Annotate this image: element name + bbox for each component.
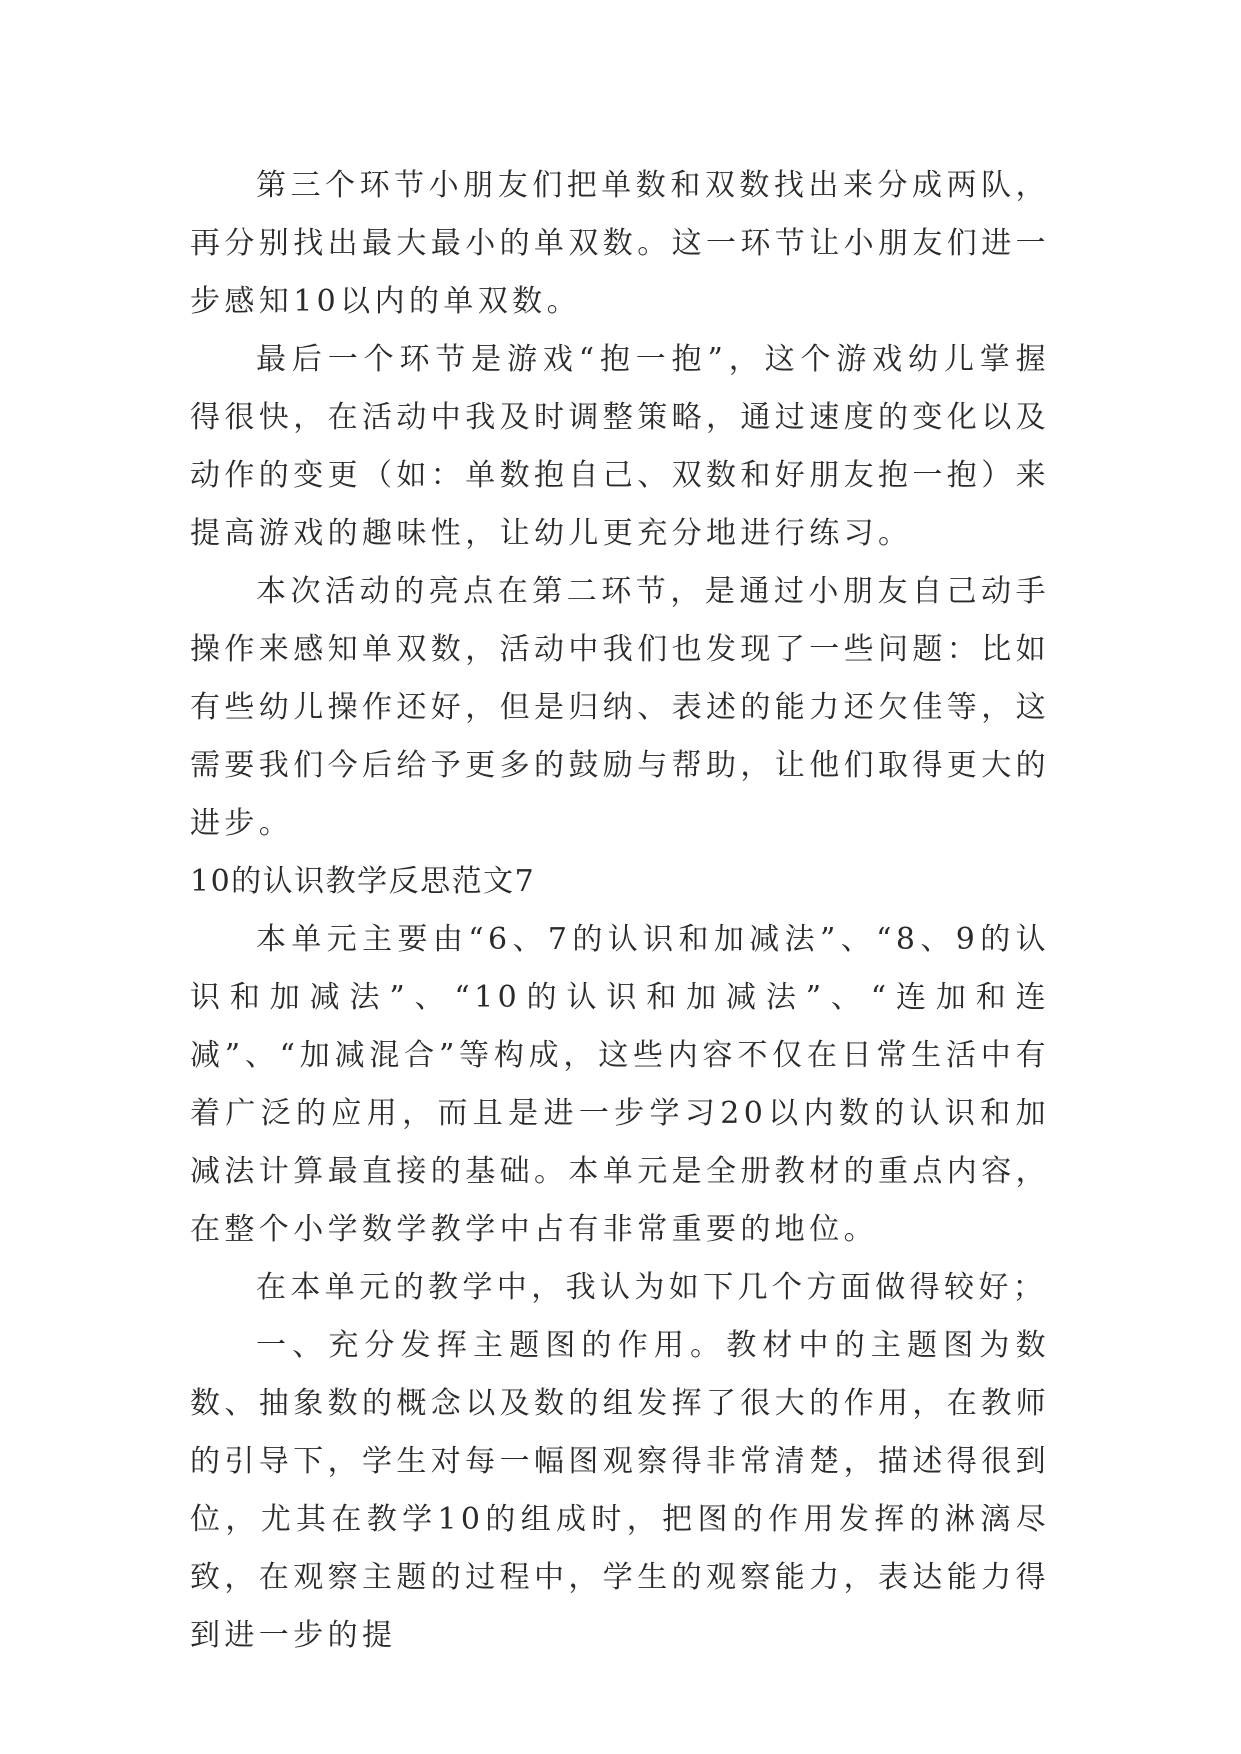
paragraph-last-step: 最后一个环节是游戏“抱一抱”，这个游戏幼儿掌握得很快，在活动中我及时调整策略，通过速度的变化以及动作的变更（如：单数抱自己、双数和好朋友抱一抱）来提高游戏的趣味性，让幼儿更充分地进行练习。 — [190, 342, 1050, 551]
paragraph-highlight: 本次活动的亮点在第二环节，是通过小朋友自己动手操作来感知单双数，活动中我们也发现了一些问题：比如有些幼儿操作还好，但是归纳、表述的能力还欠佳等，这需要我们今后给予更多的鼓励与帮助，让他们取得更大的进步。 — [190, 574, 1050, 841]
paragraph-third-step: 第三个环节小朋友们把单数和双数找出来分成两队，再分别找出最大最小的单双数。这一环节让小朋友们进一步感知10以内的单双数。 — [190, 168, 1050, 319]
paragraph-unit-overview: 本单元主要由“6、7的认识和加减法”、“8、9的认识和加减法”、“10的认识和加减法”、“连加和连减”、“加减混合”等构成，这些内容不仅在日常生活中有着广泛的应用，而且是进一步学习20以内数的认识和加减法计算最直接的基础。本单元是全册教材的重点内容，在整个小学数学教学中占有非常重要的地位。 — [190, 922, 1050, 1247]
paragraph-teaching-strengths: 在本单元的教学中，我认为如下几个方面做得较好； — [256, 1270, 1048, 1305]
paragraph-point-one: 一、充分发挥主题图的作用。教材中的主题图为数数、抽象数的概念以及数的组发挥了很大的作用，在教师的引导下，学生对每一幅图观察得非常清楚，描述得很到位，尤其在教学10的组成时，把图的作用发挥的淋漓尽致，在观察主题的过程中，学生的观察能力，表达能力得到进一步的提 — [190, 1328, 1050, 1653]
section-heading: 10的认识教学反思范文7 — [190, 864, 536, 899]
document-body — [190, 157, 1050, 1665]
